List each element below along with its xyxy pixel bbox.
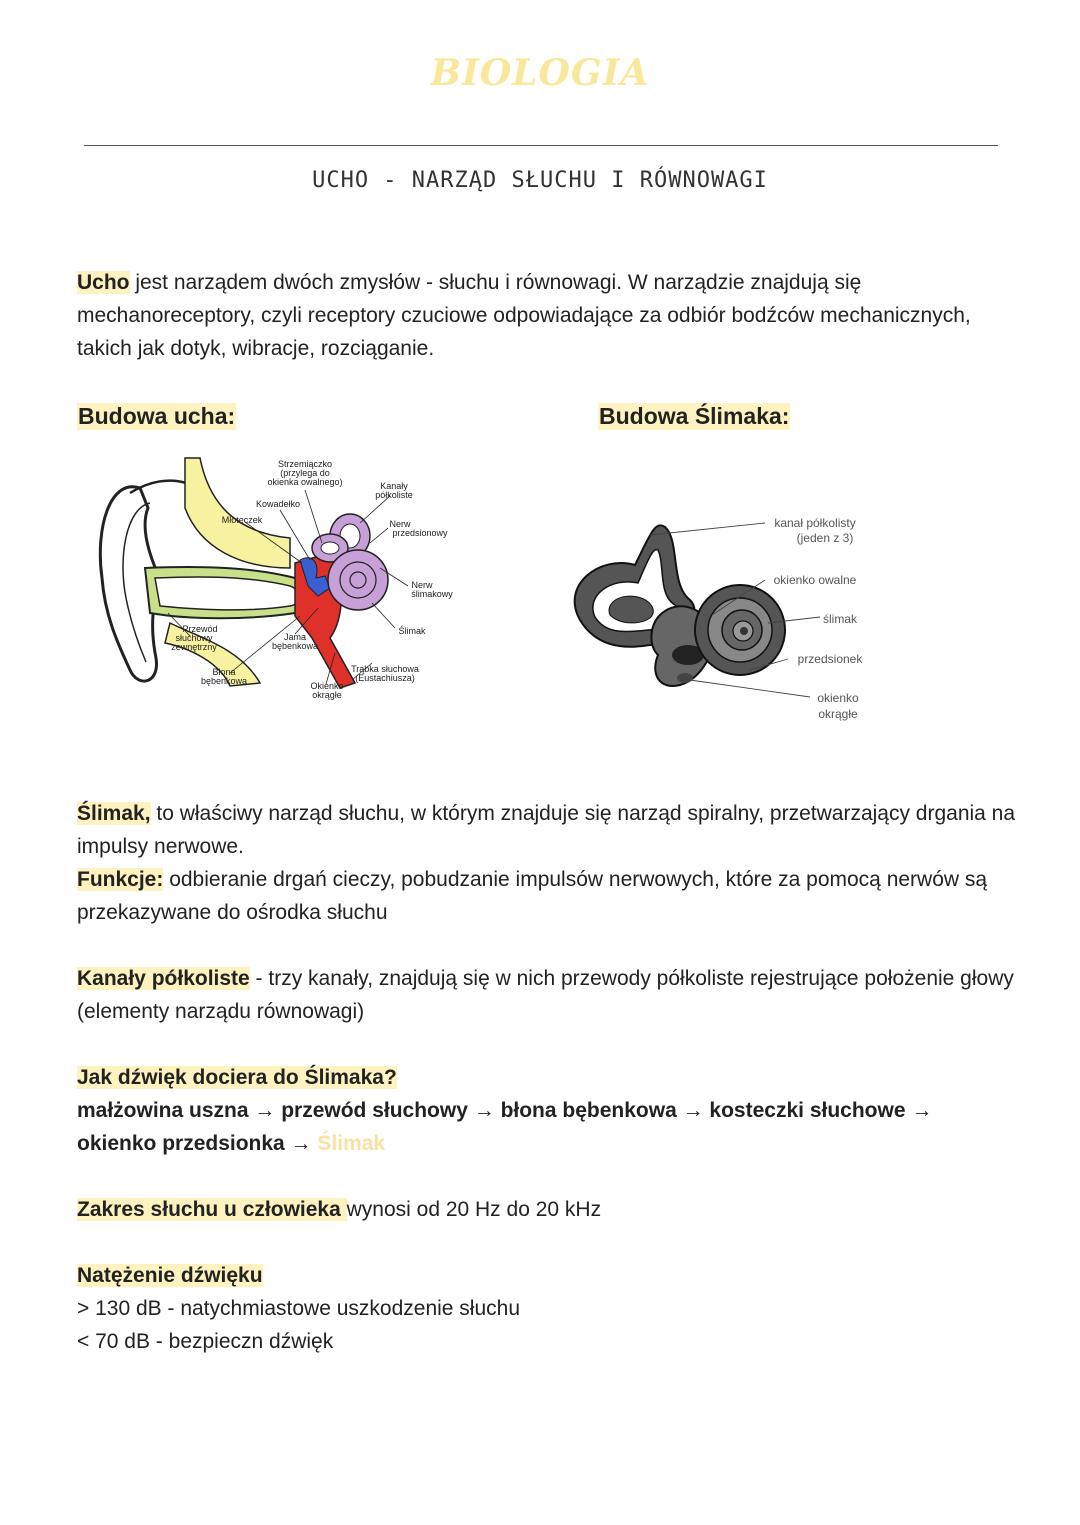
label-slimak: ślimak xyxy=(822,612,858,626)
label-jama: Jama xyxy=(283,632,307,642)
slimak-paragraph xyxy=(77,797,1017,929)
label-trabka: Trąbka słuchowa xyxy=(351,664,419,674)
label-nerw-slimakowy: Nerw xyxy=(411,580,433,590)
label-strzemiaczko: (przylega do xyxy=(280,468,330,478)
ear-heading: Budowa ucha: xyxy=(78,403,236,429)
label-okienko-okragle: Okienko xyxy=(310,681,344,691)
label-jama: bębenkowa xyxy=(271,641,319,651)
label-kanal-polkolisty: kanał półkolisty xyxy=(774,516,856,530)
label-slimak: Ślimak xyxy=(398,626,426,636)
path-question: Jak dźwięk dociera do Ślimaka? xyxy=(77,1066,397,1089)
label-kanal-polkolisty: (jeden z 3) xyxy=(796,531,854,545)
label-nerw-slimakowy: ślimakowy xyxy=(411,589,453,599)
label-blona: bębenkowa xyxy=(200,676,248,686)
label-kanaly: Kanały xyxy=(380,481,408,491)
page-subtitle: UCHO - NARZĄD SŁUCHU I RÓWNOWAGI xyxy=(312,168,768,193)
label-okienko-okragle: okrągłe xyxy=(312,690,342,700)
intensity-paragraph xyxy=(77,1259,1017,1358)
label-przewod: słuchowy xyxy=(175,633,213,643)
path-line-1: małżowina uszna → przewód słuchowy → błona bębenkowa → kosteczki słuchowe → xyxy=(77,1099,933,1122)
label-przewod: Przewód xyxy=(182,624,218,634)
intensity-line-1: > 130 dB - natychmiastowe uszkodzenie słuchu xyxy=(77,1297,520,1320)
label-okienko-owalne: okienko owalne xyxy=(773,573,857,587)
cochlea-heading: Budowa Ślimaka: xyxy=(599,403,790,429)
intensity-line-2: < 70 dB - bezpieczn dźwięk xyxy=(77,1330,334,1353)
slimak-text: to właściwy narząd słuchu, w którym znajduje się narząd spiralny, przetwarzający drgania na impulsy nerwowe. xyxy=(77,802,1016,858)
range-text: wynosi od 20 Hz do 20 kHz xyxy=(346,1198,602,1221)
label-kanaly: półkoliste xyxy=(375,490,413,500)
label-mloteczek: Młoteczek xyxy=(221,515,263,525)
slimak-term: Ślimak, xyxy=(77,802,151,825)
title-divider xyxy=(84,145,998,146)
functions-label: Funkcje: xyxy=(77,868,164,891)
label-trabka: (Eustachiusza) xyxy=(355,673,415,683)
kanaly-term: Kanały półkoliste xyxy=(77,967,250,990)
label-strzemiaczko: Strzemiączko xyxy=(277,459,333,469)
label-nerw-przedsionowy: Nerw xyxy=(389,519,411,529)
cochlea-shape xyxy=(328,550,388,610)
bone-area xyxy=(185,458,290,568)
kanaly-paragraph xyxy=(77,962,1017,1028)
path-line-2: okienko przedsionka → xyxy=(77,1132,312,1155)
kanaly-text: - trzy kanały, znajdują się w nich przewody półkoliste rejestrujące położenie głowy (elementy narządu równowagi) xyxy=(77,967,1014,1023)
path-paragraph xyxy=(77,1061,1017,1160)
label-przedsionek: przedsionek xyxy=(797,652,863,666)
label-okienko-okragle: okienko xyxy=(817,691,859,705)
intro-term: Ucho xyxy=(77,271,130,294)
functions-text: odbieranie drgań cieczy, pobudzanie impulsów nerwowych, które za pomocą nerwów są przekazywane do ośrodka słuchu xyxy=(77,868,988,924)
label-blona: Błona xyxy=(212,667,236,677)
range-paragraph xyxy=(77,1193,1017,1226)
ear-diagram xyxy=(90,448,470,718)
label-strzemiaczko: okienka owalnego) xyxy=(267,477,343,487)
range-term: Zakres słuchu u człowieka xyxy=(77,1198,347,1221)
label-nerw-przedsionowy: przedsionowy xyxy=(392,528,448,538)
label-przewod: zewnętrzny xyxy=(171,642,217,652)
label-kowadelko: Kowadełko xyxy=(255,499,301,509)
label-okienko-okragle: okrągłe xyxy=(818,707,858,721)
page-title: BIOLOGIA xyxy=(430,52,650,94)
intro-text: jest narządem dwóch zmysłów - słuchu i równowagi. W narządzie znajdują się mechanoreceptory, czyli receptory czuciowe odpowiadające za odbiór bodźców mechanicznych, takich jak dotyk, wibracje, rozciąganie. xyxy=(77,271,971,360)
intensity-heading: Natężenie dźwięku xyxy=(77,1264,263,1287)
intro-paragraph xyxy=(77,266,1017,365)
path-end: Ślimak xyxy=(317,1132,386,1155)
cochlea-diagram xyxy=(540,505,880,730)
